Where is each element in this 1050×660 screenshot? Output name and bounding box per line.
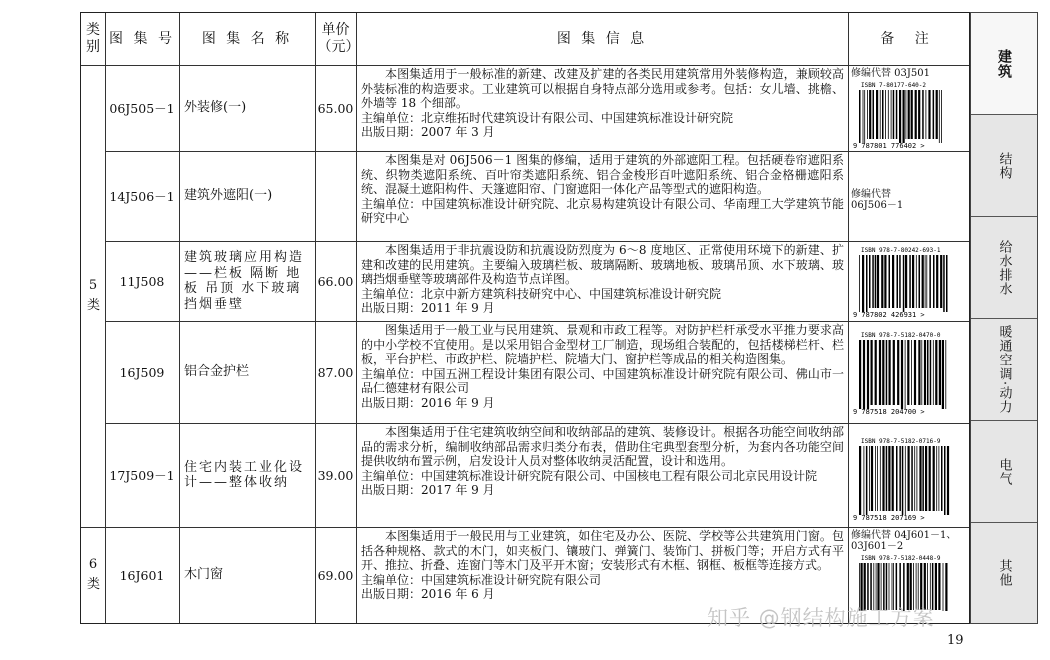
barcode-bar bbox=[918, 90, 920, 139]
barcode-bar bbox=[933, 340, 934, 405]
info-description: 本图集适用于一般民用与工业建筑，如住宅及办公、医院、学校等公共建筑用门窗。包括各种规格、款式的木门，如夹板门、镶玻门、弹簧门、装饰门、拼板门等；开启方式有平开、推拉、折叠、连窗门等木门及平开木窗；安装形式有木框、钢框、板框等连接方式。 bbox=[361, 529, 844, 572]
barcode-bar bbox=[922, 90, 924, 139]
header-name bbox=[179, 13, 315, 65]
barcode-bar bbox=[936, 255, 938, 308]
table-row-price bbox=[315, 241, 356, 321]
barcode-bar bbox=[911, 90, 913, 139]
barcode-bar bbox=[876, 90, 878, 139]
barcode-bar bbox=[939, 340, 941, 405]
barcode-bar bbox=[939, 90, 940, 143]
barcode-bar bbox=[871, 340, 873, 405]
atlas-code: 16J509 bbox=[119, 364, 165, 380]
header-note bbox=[848, 13, 969, 65]
barcode-bar bbox=[930, 340, 932, 405]
table-row-name bbox=[179, 241, 315, 321]
atlas-price: 69.00 bbox=[317, 567, 354, 583]
table-row-name bbox=[179, 321, 315, 423]
barcode-bar bbox=[899, 255, 901, 308]
barcode-bar bbox=[892, 446, 894, 511]
side-tab-electrical[interactable] bbox=[971, 421, 1037, 523]
barcode-bar bbox=[884, 255, 886, 308]
header-info bbox=[356, 13, 848, 65]
barcode-bar bbox=[891, 90, 892, 139]
isbn-barcode bbox=[851, 330, 955, 416]
table-row-note bbox=[848, 65, 969, 151]
barcode-bar bbox=[933, 446, 935, 511]
side-tab-label: 给水排水 bbox=[996, 239, 1012, 296]
side-tab-label: 暖通空调·动力 bbox=[996, 324, 1012, 415]
atlas-code: 17J509－1 bbox=[109, 468, 175, 483]
barcode-bar bbox=[893, 340, 895, 405]
barcode-bar bbox=[945, 563, 947, 611]
barcode-bar bbox=[869, 90, 871, 139]
info-publish-date: 出版日期：2016 年 9 月 bbox=[361, 395, 495, 410]
barcode-bar bbox=[896, 446, 898, 511]
barcode-bar bbox=[919, 255, 921, 308]
barcode-bar bbox=[871, 446, 873, 511]
table-row-name bbox=[179, 423, 315, 527]
barcode-bar bbox=[924, 340, 926, 405]
category-label: 5类 bbox=[87, 278, 101, 313]
table-row-note bbox=[848, 321, 969, 423]
table-row-note bbox=[848, 241, 969, 321]
atlas-name: 建筑外遮阳(一) bbox=[184, 188, 273, 204]
barcode-bar bbox=[877, 255, 879, 308]
side-tab-label: 其他 bbox=[996, 559, 1012, 587]
barcode-bar bbox=[881, 255, 883, 308]
isbn-text: ISBN 978-7-5182-0470-0 bbox=[861, 332, 941, 339]
barcode-bar bbox=[897, 340, 899, 405]
table-row-price bbox=[315, 65, 356, 151]
barcode-bar bbox=[905, 255, 907, 308]
barcode-bar bbox=[917, 446, 918, 511]
barcode-bar bbox=[875, 340, 877, 405]
table-row-info bbox=[356, 423, 848, 527]
barcode-bar bbox=[892, 255, 894, 308]
barcode-bar bbox=[939, 446, 940, 511]
atlas-name: 铝合金护栏 bbox=[184, 364, 250, 380]
barcode-bar bbox=[885, 90, 886, 139]
barcode-bar bbox=[922, 446, 924, 511]
table-row-info bbox=[356, 241, 848, 321]
barcode-bar bbox=[905, 446, 906, 515]
isbn-barcode bbox=[851, 245, 955, 319]
atlas-name: 外装修(一) bbox=[184, 100, 247, 116]
barcode-bar bbox=[867, 340, 869, 409]
barcode-bar bbox=[926, 255, 927, 308]
barcode-bar bbox=[901, 340, 903, 409]
note-text: 修编代替 03J501 bbox=[851, 68, 930, 79]
barcode-bar bbox=[882, 90, 884, 139]
atlas-price: 39.00 bbox=[317, 467, 354, 483]
barcode-bar bbox=[941, 446, 943, 511]
barcode-digits: 9 787518 207169 > bbox=[853, 514, 925, 522]
info-editor: 主编单位：中国建筑标准设计研究院有限公司 bbox=[361, 572, 602, 587]
atlas-price: 66.00 bbox=[317, 273, 354, 289]
barcode-bar bbox=[897, 255, 899, 308]
barcode-bar bbox=[869, 446, 870, 511]
barcode-bar bbox=[925, 255, 926, 308]
barcode-bar bbox=[889, 340, 891, 405]
side-tab-label: 电气 bbox=[996, 457, 1012, 486]
barcode-bar bbox=[880, 90, 881, 139]
table-row-code bbox=[105, 241, 179, 321]
table-row-code bbox=[105, 151, 179, 241]
barcode-bar bbox=[946, 255, 948, 312]
atlas-name: 住宅内装工业化设计——整体收纳 bbox=[184, 459, 305, 490]
barcode-bar bbox=[927, 340, 929, 405]
barcode-bar bbox=[888, 90, 889, 139]
info-editor: 主编单位：北京维拓时代建筑设计有限公司、中国建筑标准设计研究院 bbox=[361, 110, 734, 125]
atlas-name: 建筑玻璃应用构造——栏板 隔断 地板 吊顶 水下玻璃 挡烟垂壁 bbox=[184, 250, 305, 312]
barcode-bar bbox=[862, 255, 864, 312]
barcode-bar bbox=[863, 340, 865, 409]
barcode-bar bbox=[866, 446, 868, 515]
side-tab-plumbing[interactable] bbox=[971, 217, 1037, 319]
barcode-bar bbox=[941, 90, 942, 143]
category-cell bbox=[81, 65, 105, 527]
barcode-bar bbox=[867, 90, 868, 139]
atlas-code: 11J508 bbox=[119, 273, 165, 289]
atlas-price: 87.00 bbox=[317, 364, 354, 380]
isbn-text: ISBN 7-80177-640-2 bbox=[861, 82, 927, 89]
barcode-bar bbox=[889, 255, 891, 308]
barcode-bar bbox=[908, 90, 910, 139]
info-description: 本图集适用于一般标准的新建、改建及扩建的各类民用建筑常用外装修构造，兼顾较高外装标准的构造要求。工业建筑可以根据自身特点部分选用或参考。包括：女儿墙、挑檐、外墙等 18 个细部。 bbox=[361, 67, 844, 110]
barcode-bar bbox=[875, 255, 877, 308]
barcode-bar bbox=[866, 255, 868, 312]
info-description: 本图集适用于住宅建筑收纳空间和收纳部品的建筑、装修设计。根据各功能空间收纳部品的需求分析，编制收纳部品需求归类分布表，借助住宅典型套型分析，为套内各功能空间提供收纳布置示例，启发设计人员对整体收纳灵活配置，设计和选用。 bbox=[361, 425, 844, 468]
barcode-bar bbox=[859, 90, 861, 143]
barcode-bar bbox=[859, 340, 861, 409]
page-number: 19 bbox=[947, 633, 964, 648]
barcode-bar bbox=[888, 446, 890, 511]
info-publish-date: 出版日期：2007 年 3 月 bbox=[361, 125, 495, 139]
barcode-bar bbox=[947, 446, 949, 515]
watermark: 知乎 @钢结构施工方案 bbox=[707, 606, 935, 630]
header-category-label: 类别 bbox=[86, 22, 100, 55]
barcode-bar bbox=[905, 340, 906, 409]
barcode-bar bbox=[869, 255, 871, 308]
barcode-digits: 9 787802 426931 > bbox=[853, 311, 925, 319]
barcode-bar bbox=[914, 446, 915, 511]
isbn-text: ISBN 978-7-5182-0448-9 bbox=[861, 555, 941, 562]
table-row-name bbox=[179, 65, 315, 151]
barcode-bar bbox=[899, 446, 901, 511]
barcode-bar bbox=[916, 255, 917, 308]
barcode-bar bbox=[899, 90, 901, 143]
barcode-bar bbox=[918, 340, 920, 405]
barcode-bar bbox=[928, 90, 930, 139]
info-editor: 主编单位：中国五洲工程设计集团有限公司、中国建筑标准设计研究院有限公司、佛山市一品仁德建材有限公司 bbox=[361, 366, 844, 395]
barcode-bar bbox=[942, 340, 944, 409]
header-price-label: 单价（元） bbox=[317, 22, 360, 55]
table-row-code bbox=[105, 65, 179, 151]
barcode-bar bbox=[944, 446, 946, 515]
barcode-bar bbox=[864, 90, 865, 143]
barcode-bar bbox=[912, 255, 914, 308]
category-sidebar bbox=[970, 12, 1038, 624]
atlas-name: 木门窗 bbox=[184, 567, 224, 583]
header-category bbox=[81, 13, 105, 65]
barcode-bar bbox=[903, 255, 905, 312]
info-publish-date: 出版日期：2017 年 9 月 bbox=[361, 483, 495, 497]
barcode-bar bbox=[863, 90, 864, 143]
info-editor: 主编单位：中国建筑标准设计研究院有限公司、中国核电工程有限公司北京民用设计院 bbox=[361, 468, 818, 483]
barcode-bar bbox=[907, 340, 909, 405]
barcode-bar bbox=[943, 563, 944, 611]
barcode-bar bbox=[936, 90, 938, 139]
header-note-label: 备 注 bbox=[880, 31, 937, 47]
barcode-bar bbox=[933, 90, 935, 139]
table-row-price bbox=[315, 527, 356, 623]
header-name-label: 图 集 名 称 bbox=[201, 31, 293, 47]
barcode-bar bbox=[880, 446, 881, 511]
isbn-text: ISBN 978-7-80242-693-1 bbox=[861, 247, 941, 254]
category-label: 6类 bbox=[87, 557, 101, 592]
info-description: 本图集是对 06J506－1 图集的修编，适用于建筑的外部遮阳工程。包括硬卷帘遮阳系统、织物类遮阳系统、百叶帘类遮阳系统、铝合金梭形百叶遮阳系统、铝合金格栅遮阳系统、混凝土遮阳构件、天篷遮阳帘、门窗遮阳一体化产品等型式的遮阳构造。 bbox=[361, 153, 844, 196]
note-text: 修编代替 04J601－1、03J601－2 bbox=[851, 530, 957, 552]
info-description: 本图集适用于非抗震设防和抗震设防烈度为 6～8 度地区、正常使用环境下的新建、扩建和改建的民用建筑。主要编入玻璃栏板、玻璃隔断、玻璃地板、玻璃吊顶、水下玻璃、玻璃挡烟垂壁等玻璃部件及构造节点详图。 bbox=[361, 243, 844, 286]
barcode-bar bbox=[926, 90, 927, 139]
barcode-bar bbox=[906, 90, 907, 139]
barcode-bar bbox=[896, 90, 898, 139]
barcode-bar bbox=[859, 255, 860, 312]
barcode-bar bbox=[877, 446, 878, 511]
header-info-label: 图 集 信 息 bbox=[556, 31, 648, 47]
side-tab-structure[interactable] bbox=[971, 115, 1037, 217]
barcode-bar bbox=[911, 340, 912, 405]
catalog-table bbox=[80, 12, 970, 624]
table-row-price bbox=[315, 151, 356, 241]
isbn-text: ISBN 978-7-5182-0716-9 bbox=[861, 438, 941, 445]
barcode-bar bbox=[921, 340, 922, 405]
barcode-bar bbox=[919, 446, 921, 511]
barcode-bar bbox=[943, 255, 945, 312]
barcode-bar bbox=[929, 255, 931, 308]
info-editor: 主编单位：北京中新方建筑科技研究中心、中国建筑标准设计研究院 bbox=[361, 286, 722, 301]
barcode-bar bbox=[933, 255, 935, 308]
table-row-code bbox=[105, 423, 179, 527]
barcode-bar bbox=[879, 340, 881, 405]
side-tab-label: 建筑 bbox=[996, 48, 1012, 79]
note-text: 修编代替 06J506－1 bbox=[851, 189, 904, 211]
table-row-note bbox=[848, 151, 969, 241]
barcode-bar bbox=[929, 446, 931, 511]
barcode-bar bbox=[935, 563, 937, 610]
barcode-bar bbox=[936, 446, 937, 511]
side-tab-label: 结构 bbox=[996, 151, 1012, 180]
info-editor: 主编单位：中国建筑标准设计研究院、北京易构建筑设计有限公司、华南理工大学建筑节能研究中心 bbox=[361, 196, 844, 225]
barcode-bar bbox=[914, 340, 916, 405]
side-tab-architecture[interactable] bbox=[971, 13, 1037, 115]
table-row-info bbox=[356, 65, 848, 151]
header-code bbox=[105, 13, 179, 65]
barcode-digits: 9 787801 776402 > bbox=[853, 142, 925, 150]
barcode-bar bbox=[864, 446, 865, 515]
side-tab-other[interactable] bbox=[971, 523, 1037, 623]
atlas-code: 14J506－1 bbox=[109, 189, 175, 204]
table-row-info bbox=[356, 151, 848, 241]
barcode-bar bbox=[873, 90, 875, 139]
barcode-bar bbox=[886, 446, 888, 511]
table-row-note bbox=[848, 423, 969, 527]
barcode-bar bbox=[875, 446, 876, 511]
table-row-code bbox=[105, 321, 179, 423]
barcode-bar bbox=[915, 90, 917, 139]
barcode-bar bbox=[945, 340, 946, 409]
barcode-bar bbox=[922, 255, 924, 308]
barcode-bar bbox=[909, 255, 911, 308]
header-code-label: 图 集 号 bbox=[109, 31, 175, 47]
barcode-bar bbox=[911, 446, 913, 511]
barcode-bar bbox=[859, 446, 861, 515]
table-row-name bbox=[179, 151, 315, 241]
table-row-price bbox=[315, 321, 356, 423]
barcode-bar bbox=[902, 446, 904, 515]
barcode-digits: 9 787518 204700 > bbox=[853, 408, 925, 416]
atlas-code: 16J601 bbox=[119, 567, 165, 583]
info-publish-date: 出版日期：2016 年 6 月 bbox=[361, 587, 495, 601]
info-publish-date: 出版日期：2011 年 9 月 bbox=[361, 301, 495, 315]
table-row-info bbox=[356, 321, 848, 423]
header-price bbox=[315, 13, 360, 65]
atlas-price: 65.00 bbox=[317, 100, 354, 116]
barcode-bar bbox=[940, 255, 942, 308]
barcode-bar bbox=[886, 340, 888, 405]
side-tab-hvac[interactable] bbox=[971, 319, 1037, 421]
barcode-bar bbox=[882, 446, 884, 511]
isbn-barcode bbox=[851, 80, 951, 150]
category-cell bbox=[81, 527, 105, 623]
barcode-bar bbox=[893, 90, 895, 139]
atlas-code: 06J505－1 bbox=[109, 101, 175, 116]
table-row-name bbox=[179, 527, 315, 623]
barcode-bar bbox=[872, 255, 874, 308]
barcode-bar bbox=[903, 90, 905, 143]
table-row-price bbox=[315, 423, 356, 527]
info-description: 图集适用于一般工业与民用建筑、景观和市政工程等。对防护栏杆承受水平推力要求高的中小学校不宜使用。是以采用铝合金型材工厂制造，现场组合装配的，包括楼梯栏杆、栏板，平台护栏、市政护栏、院墙护栏、院墙大门、窗护栏等成品的相关构造图集。 bbox=[361, 323, 844, 366]
isbn-barcode bbox=[851, 436, 955, 522]
table-row-code bbox=[105, 527, 179, 623]
barcode-bar bbox=[938, 563, 940, 610]
barcode-bar bbox=[908, 446, 910, 511]
barcode-bar bbox=[935, 340, 937, 405]
barcode-bar bbox=[882, 340, 884, 405]
barcode-bar bbox=[925, 446, 927, 511]
